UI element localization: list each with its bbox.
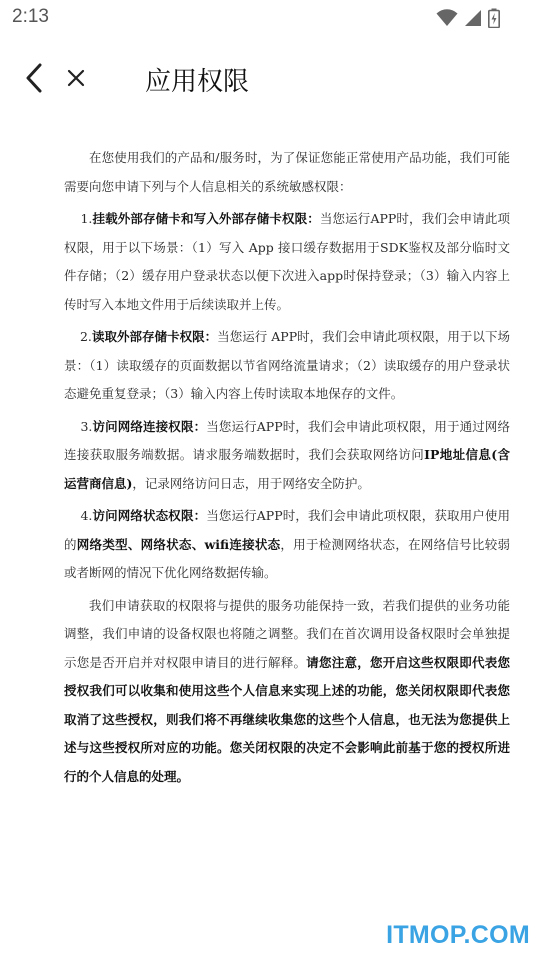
closing-notice: 请您注意，您开启这些权限即代表您授权我们可以收集和使用这些个人信息来实现上述的功能，您关闭权限即代表您取消了这些授权，则我们将不再继续收集您的这些个人信息，也无法为您提供上述与这些授权所对应的功能。您关闭权限的决定不会影响此前基于您的授权所进行的个人信息的处理。 xyxy=(64,654,510,784)
wifi-icon xyxy=(436,9,458,27)
close-icon xyxy=(67,69,85,87)
permission-title: 挂载外部存储卡和写入外部存储卡权限： xyxy=(92,211,320,226)
intro-paragraph: 在您使用我们的产品和/服务时，为了保证您能正常使用产品功能，我们可能需要向您申请下列与个人信息相关的系统敏感权限： xyxy=(64,150,510,194)
permission-highlight: IP地址信息(含运营商信息) xyxy=(64,447,510,491)
permission-body: 当您运行APP时，我们会申请此项权限，用于以下场景：（1）写入 App 接口缓存数据用于SDK鉴权及部分临时文件存储；（2）缓存用户登录状态以便下次进入app时保持登录；（3）输入内容上传时写入本地文件用于后续读取并上传。 xyxy=(64,211,510,312)
status-time: 2:13 xyxy=(12,6,49,27)
permission-body-part: ，记录网络访问日志，用于网络安全防护。 xyxy=(132,475,370,491)
permission-body-part: ，用于检测网络状态，在网络信号比较弱或者断网的情况下优化网络数据传输。 xyxy=(64,536,510,580)
permission-body-part: 当您运行APP时，我们会申请此项权限，获取用户使用的 xyxy=(64,508,510,552)
permission-body-part: 当您运行APP时，我们会申请此项权限，用于通过网络连接获取服务端数据。请求服务端数据时，我们会获取网络访问 xyxy=(64,418,510,462)
permission-highlight: 网络类型、网络状态、wifi连接状态 xyxy=(76,536,281,552)
cellular-signal-icon xyxy=(464,9,482,27)
item-number: 4. xyxy=(80,508,93,523)
back-arrow-icon xyxy=(24,62,44,94)
permission-item-2 xyxy=(64,323,510,409)
close-button[interactable] xyxy=(62,62,90,94)
page-title: 应用权限 xyxy=(145,67,250,97)
closing-paragraph xyxy=(64,592,510,792)
permission-item-1 xyxy=(64,205,510,319)
item-number: 2. xyxy=(79,329,92,344)
permission-item-4 xyxy=(64,502,510,588)
permission-title: 读取外部存储卡权限： xyxy=(91,329,218,344)
permission-body: 当您运行 APP时，我们会申请此项权限，用于以下场景：（1）读取缓存的页面数据以节省网络流量请求；（2）读取缓存的用户登录状态避免重复登录；（3）输入内容上传时读取本地保存的文件。 xyxy=(64,329,510,401)
closing-text: 我们申请获取的权限将与提供的服务功能保持一致，若我们提供的业务功能调整，我们申请的设备权限也将随之调整。我们在首次调用设备权限时会单独提示您是否开启并对权限申请目的进行解释。 xyxy=(64,597,510,670)
back-button[interactable] xyxy=(18,60,50,96)
permission-item-3 xyxy=(64,413,510,499)
app-bar xyxy=(0,48,540,108)
watermark-logo: ITMOP.COM xyxy=(386,921,530,949)
permission-content xyxy=(64,144,510,791)
battery-charging-icon xyxy=(488,8,500,28)
item-number: 3. xyxy=(80,418,93,434)
status-icons xyxy=(436,8,500,28)
permission-title: 访问网络连接权限： xyxy=(92,418,207,434)
item-number: 1. xyxy=(80,211,93,226)
permission-title: 访问网络状态权限： xyxy=(92,508,207,523)
status-bar xyxy=(0,0,540,36)
